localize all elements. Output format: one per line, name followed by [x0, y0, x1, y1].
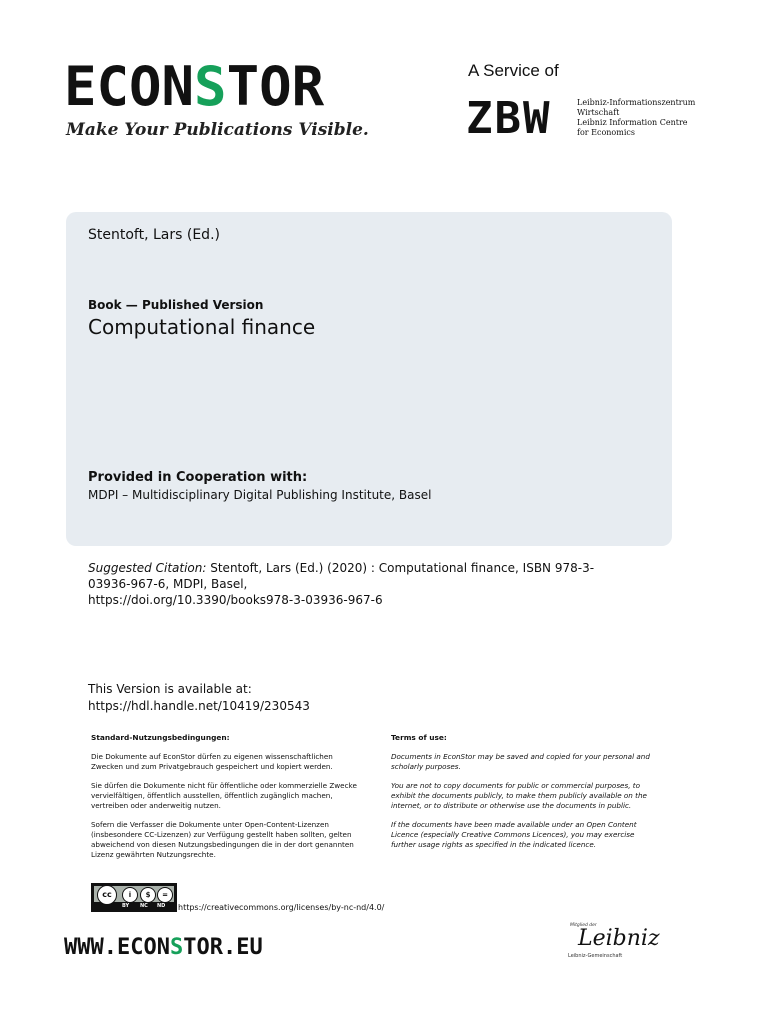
zbw-line: Wirtschaft: [577, 108, 620, 117]
logo-text-main: ECON: [64, 55, 195, 118]
cc-nc-label: NC: [140, 903, 148, 909]
cc-by-label: BY: [122, 903, 130, 909]
terms-german: [91, 733, 361, 869]
site-text-end: TOR.EU: [183, 935, 263, 960]
zbw-line: for Economics: [577, 128, 635, 137]
document-title: Computational finance: [88, 315, 316, 339]
cooperation-institution: MDPI – Multidisciplinary Digital Publishing Institute, Basel: [88, 488, 432, 502]
terms-en-paragraph: You are not to copy documents for public or commercial purposes, to exhibit the documents publicly, to make them publicly available on the internet, or to distribute or otherwise use the documents in public.: [391, 781, 647, 810]
citation-doi-link[interactable]: https://doi.org/10.3390/books978-3-03936-967-6: [88, 593, 383, 607]
zbw-line: Leibniz-Informationszentrum: [577, 98, 696, 107]
version-info: [88, 681, 310, 715]
leibniz-association-label: Leibniz-Gemeinschaft: [568, 953, 623, 959]
econstor-website[interactable]: [64, 935, 263, 960]
terms-de-heading: Standard-Nutzungsbedingungen:: [91, 733, 230, 742]
citation-label: Suggested Citation:: [88, 561, 207, 575]
logo-text-end: TOR: [226, 55, 325, 118]
econstor-logo: [64, 55, 325, 118]
logo-text-accent: S: [194, 55, 227, 118]
terms-de-paragraph: Sie dürfen die Dokumente nicht für öffentliche oder kommerzielle Zwecke vervielfältigen, öffentlich ausstellen, öffentlich zugänglich machen, vertreiben oder anderweitig nutzen.: [91, 781, 357, 810]
terms-de-paragraph: Sofern die Verfasser die Dokumente unter Open-Content-Lizenzen (insbesondere CC-Lizenzen) zur Verfügung gestellt haben sollten, gelten abweichend von diesen Nutzungsbedingungen die in der dort genannten Lizenz gewährten Nutzungsrechte.: [91, 820, 354, 859]
cc-badge-top: [94, 886, 174, 902]
cc-nd-label: ND: [157, 903, 166, 909]
version-label: This Version is available at:: [88, 682, 252, 696]
zbw-description: [577, 98, 695, 138]
cc-badge-labels: [94, 903, 174, 910]
cc-by-icon: i: [122, 887, 138, 903]
document-type: Book — Published Version: [88, 298, 264, 312]
author: Stentoft, Lars (Ed.): [88, 227, 220, 243]
zbw-logo: ZBW: [466, 93, 552, 144]
terms-english: [391, 733, 661, 859]
cc-license-badge[interactable]: [91, 883, 177, 912]
site-text-main: WWW.ECON: [64, 935, 170, 960]
leibniz-logo: [566, 920, 660, 970]
cc-icon: cc: [97, 885, 117, 905]
version-url-link[interactable]: https://hdl.handle.net/10419/230543: [88, 699, 310, 713]
tagline: Make Your Publications Visible.: [66, 120, 369, 140]
terms-en-paragraph: If the documents have been made available under an Open Content Licence (especially Creative Commons Licences), you may exercise further usage rights as specified in the indicated licence.: [391, 820, 637, 849]
terms-en-heading: Terms of use:: [391, 733, 447, 742]
terms-en-paragraph: Documents in EconStor may be saved and copied for your personal and scholarly purposes.: [391, 752, 650, 771]
leibniz-signature: Leibniz: [578, 926, 660, 951]
site-text-accent: S: [169, 935, 184, 960]
zbw-line: Leibniz Information Centre: [577, 118, 688, 127]
citation-text: Stentoft, Lars (Ed.) (2020) : Computational finance, ISBN 978-3-03936-967-6, MDPI, Basel,: [88, 561, 595, 591]
leibniz-member-label: Mitglied der: [570, 923, 597, 928]
cc-nd-icon: =: [157, 887, 173, 903]
suggested-citation: [88, 560, 628, 608]
license-url-link[interactable]: https://creativecommons.org/licenses/by-nc-nd/4.0/: [178, 903, 385, 912]
terms-de-paragraph: Die Dokumente auf EconStor dürfen zu eigenen wissenschaftlichen Zwecken und zum Privatgebrauch gespeichert und kopiert werden.: [91, 752, 333, 771]
service-label: A Service of: [468, 61, 559, 80]
cooperation-label: Provided in Cooperation with:: [88, 470, 308, 485]
cc-nc-icon: $: [140, 887, 156, 903]
